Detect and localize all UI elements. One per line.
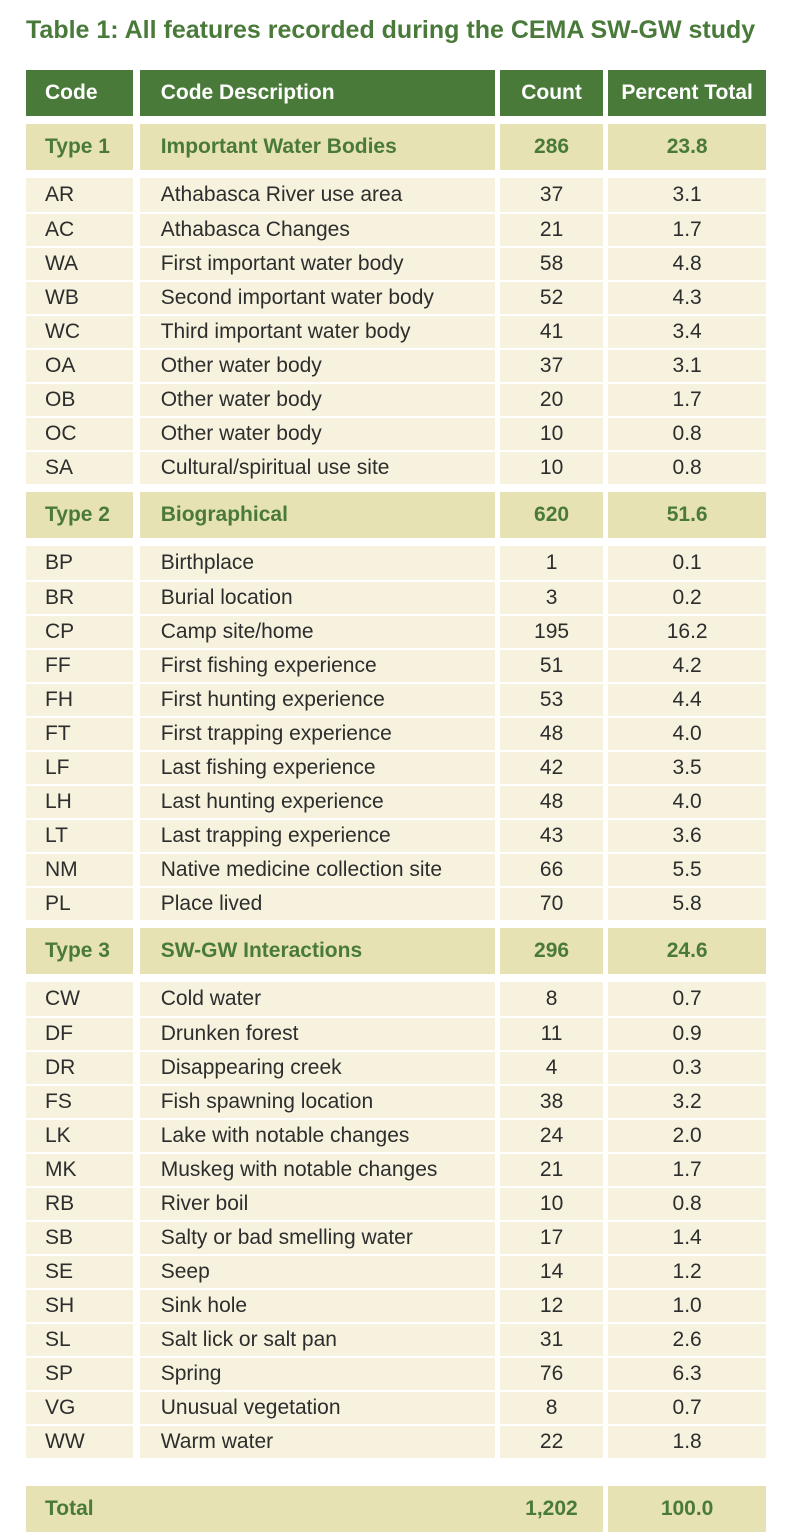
description-cell: First fishing experience [140, 648, 495, 682]
code-cell: WW [26, 1424, 133, 1458]
table-row [26, 546, 766, 580]
percent-cell: 6.3 [608, 1356, 766, 1390]
total-label: Total [26, 1486, 500, 1532]
table-row [26, 1152, 766, 1186]
percent-cell: 0.1 [608, 546, 766, 580]
code-cell: MK [26, 1152, 133, 1186]
code-cell: FF [26, 648, 133, 682]
count-cell: 53 [500, 682, 603, 716]
count-cell: 11 [500, 1016, 603, 1050]
type-code: Type 2 [26, 492, 133, 538]
type-count: 296 [500, 928, 603, 974]
percent-cell: 3.1 [608, 178, 766, 212]
count-cell: 1 [500, 546, 603, 580]
description-cell: Camp site/home [140, 614, 495, 648]
description-cell: Other water body [140, 348, 495, 382]
code-cell: OC [26, 416, 133, 450]
percent-cell: 1.7 [608, 1152, 766, 1186]
code-cell: DR [26, 1050, 133, 1084]
table-row [26, 280, 766, 314]
type-row [26, 492, 766, 538]
description-cell: River boil [140, 1186, 495, 1220]
count-cell: 52 [500, 280, 603, 314]
type-percent: 24.6 [608, 928, 766, 974]
percent-cell: 0.7 [608, 1390, 766, 1424]
count-cell: 3 [500, 580, 603, 614]
description-cell: Birthplace [140, 546, 495, 580]
percent-cell: 3.1 [608, 348, 766, 382]
table-row [26, 348, 766, 382]
table-row [26, 450, 766, 484]
type-code: Type 3 [26, 928, 133, 974]
percent-cell: 0.9 [608, 1016, 766, 1050]
count-cell: 48 [500, 784, 603, 818]
count-cell: 41 [500, 314, 603, 348]
code-cell: LF [26, 750, 133, 784]
code-cell: NM [26, 852, 133, 886]
code-cell: FS [26, 1084, 133, 1118]
count-cell: 14 [500, 1254, 603, 1288]
code-cell: LK [26, 1118, 133, 1152]
count-cell: 43 [500, 818, 603, 852]
count-cell: 42 [500, 750, 603, 784]
description-cell: Salt lick or salt pan [140, 1322, 495, 1356]
code-cell: CW [26, 982, 133, 1016]
type-count: 620 [500, 492, 603, 538]
header-code: Code [26, 70, 133, 116]
count-cell: 58 [500, 246, 603, 280]
count-cell: 21 [500, 212, 603, 246]
percent-cell: 4.4 [608, 682, 766, 716]
percent-cell: 2.6 [608, 1322, 766, 1356]
count-cell: 37 [500, 178, 603, 212]
description-cell: Spring [140, 1356, 495, 1390]
code-cell: FH [26, 682, 133, 716]
table-title: Table 1: All features recorded during the CEMA SW-GW study [26, 16, 756, 44]
table-row [26, 886, 766, 920]
type-row [26, 124, 766, 170]
table-row [26, 178, 766, 212]
code-cell: OB [26, 382, 133, 416]
header-count: Count [500, 70, 603, 116]
percent-cell: 4.8 [608, 246, 766, 280]
count-cell: 10 [500, 1186, 603, 1220]
percent-cell: 3.6 [608, 818, 766, 852]
table-row [26, 1016, 766, 1050]
count-cell: 12 [500, 1288, 603, 1322]
table-row [26, 648, 766, 682]
description-cell: Fish spawning location [140, 1084, 495, 1118]
table-row [26, 1424, 766, 1458]
table-row [26, 416, 766, 450]
count-cell: 10 [500, 450, 603, 484]
table-row [26, 1254, 766, 1288]
percent-cell: 5.5 [608, 852, 766, 886]
code-cell: PL [26, 886, 133, 920]
table-row [26, 982, 766, 1016]
code-cell: RB [26, 1186, 133, 1220]
code-cell: CP [26, 614, 133, 648]
description-cell: Seep [140, 1254, 495, 1288]
count-cell: 17 [500, 1220, 603, 1254]
description-cell: Third important water body [140, 314, 495, 348]
code-cell: SB [26, 1220, 133, 1254]
percent-cell: 1.0 [608, 1288, 766, 1322]
description-cell: Disappearing creek [140, 1050, 495, 1084]
table-row [26, 750, 766, 784]
percent-cell: 0.8 [608, 450, 766, 484]
code-cell: VG [26, 1390, 133, 1424]
table-row [26, 1220, 766, 1254]
description-cell: Lake with notable changes [140, 1118, 495, 1152]
percent-cell: 3.2 [608, 1084, 766, 1118]
count-cell: 51 [500, 648, 603, 682]
table-row [26, 1288, 766, 1322]
count-cell: 70 [500, 886, 603, 920]
description-cell: Unusual vegetation [140, 1390, 495, 1424]
code-cell: BP [26, 546, 133, 580]
code-cell: AR [26, 178, 133, 212]
table-row [26, 382, 766, 416]
percent-cell: 0.2 [608, 580, 766, 614]
table-row [26, 1050, 766, 1084]
total-percent: 100.0 [608, 1486, 766, 1532]
description-cell: Athabasca River use area [140, 178, 495, 212]
percent-cell: 2.0 [608, 1118, 766, 1152]
count-cell: 37 [500, 348, 603, 382]
description-cell: Second important water body [140, 280, 495, 314]
count-cell: 10 [500, 416, 603, 450]
header-percent: Percent Total [608, 70, 766, 116]
count-cell: 4 [500, 1050, 603, 1084]
type-description: Biographical [140, 492, 495, 538]
code-cell: BR [26, 580, 133, 614]
header-description: Code Description [140, 70, 495, 116]
table-row [26, 1356, 766, 1390]
description-cell: Salty or bad smelling water [140, 1220, 495, 1254]
type-count: 286 [500, 124, 603, 170]
table-header-row [26, 70, 766, 116]
description-cell: Other water body [140, 416, 495, 450]
percent-cell: 1.7 [608, 382, 766, 416]
description-cell: Cold water [140, 982, 495, 1016]
code-cell: OA [26, 348, 133, 382]
table-row [26, 1322, 766, 1356]
description-cell: First important water body [140, 246, 495, 280]
description-cell: Muskeg with notable changes [140, 1152, 495, 1186]
type-row [26, 928, 766, 974]
count-cell: 31 [500, 1322, 603, 1356]
percent-cell: 1.8 [608, 1424, 766, 1458]
code-cell: WC [26, 314, 133, 348]
description-cell: Athabasca Changes [140, 212, 495, 246]
code-cell: DF [26, 1016, 133, 1050]
code-cell: WA [26, 246, 133, 280]
count-cell: 21 [500, 1152, 603, 1186]
count-cell: 195 [500, 614, 603, 648]
table-row [26, 716, 766, 750]
description-cell: Last fishing experience [140, 750, 495, 784]
description-cell: Last hunting experience [140, 784, 495, 818]
percent-cell: 5.8 [608, 886, 766, 920]
table-row [26, 614, 766, 648]
code-cell: SP [26, 1356, 133, 1390]
count-cell: 8 [500, 982, 603, 1016]
percent-cell: 3.4 [608, 314, 766, 348]
type-percent: 23.8 [608, 124, 766, 170]
description-cell: Last trapping experience [140, 818, 495, 852]
description-cell: Place lived [140, 886, 495, 920]
features-table [26, 70, 766, 1532]
code-cell: FT [26, 716, 133, 750]
percent-cell: 4.3 [608, 280, 766, 314]
total-count: 1,202 [500, 1486, 604, 1532]
percent-cell: 0.8 [608, 416, 766, 450]
table-body [26, 124, 766, 1458]
percent-cell: 0.7 [608, 982, 766, 1016]
code-cell: SL [26, 1322, 133, 1356]
description-cell: Cultural/spiritual use site [140, 450, 495, 484]
count-cell: 8 [500, 1390, 603, 1424]
percent-cell: 4.2 [608, 648, 766, 682]
type-description: Important Water Bodies [140, 124, 495, 170]
table-row [26, 1390, 766, 1424]
type-description: SW-GW Interactions [140, 928, 495, 974]
percent-cell: 1.7 [608, 212, 766, 246]
count-cell: 20 [500, 382, 603, 416]
type-percent: 51.6 [608, 492, 766, 538]
table-row [26, 1118, 766, 1152]
count-cell: 76 [500, 1356, 603, 1390]
table-row [26, 852, 766, 886]
code-cell: WB [26, 280, 133, 314]
count-cell: 24 [500, 1118, 603, 1152]
table-row [26, 784, 766, 818]
code-cell: SA [26, 450, 133, 484]
code-cell: LT [26, 818, 133, 852]
table-row [26, 314, 766, 348]
code-cell: AC [26, 212, 133, 246]
table-row [26, 1084, 766, 1118]
table-row [26, 818, 766, 852]
table-row [26, 580, 766, 614]
description-cell: Drunken forest [140, 1016, 495, 1050]
description-cell: Burial location [140, 580, 495, 614]
code-cell: SH [26, 1288, 133, 1322]
table-row [26, 212, 766, 246]
description-cell: Native medicine collection site [140, 852, 495, 886]
percent-cell: 16.2 [608, 614, 766, 648]
table-row [26, 246, 766, 280]
percent-cell: 0.3 [608, 1050, 766, 1084]
count-cell: 66 [500, 852, 603, 886]
count-cell: 48 [500, 716, 603, 750]
code-cell: LH [26, 784, 133, 818]
description-cell: First hunting experience [140, 682, 495, 716]
percent-cell: 0.8 [608, 1186, 766, 1220]
description-cell: Sink hole [140, 1288, 495, 1322]
count-cell: 22 [500, 1424, 603, 1458]
description-cell: First trapping experience [140, 716, 495, 750]
total-row [26, 1486, 766, 1532]
percent-cell: 4.0 [608, 784, 766, 818]
description-cell: Warm water [140, 1424, 495, 1458]
type-code: Type 1 [26, 124, 133, 170]
table-row [26, 1186, 766, 1220]
code-cell: SE [26, 1254, 133, 1288]
count-cell: 38 [500, 1084, 603, 1118]
percent-cell: 3.5 [608, 750, 766, 784]
percent-cell: 1.2 [608, 1254, 766, 1288]
description-cell: Other water body [140, 382, 495, 416]
percent-cell: 4.0 [608, 716, 766, 750]
table-row [26, 682, 766, 716]
percent-cell: 1.4 [608, 1220, 766, 1254]
